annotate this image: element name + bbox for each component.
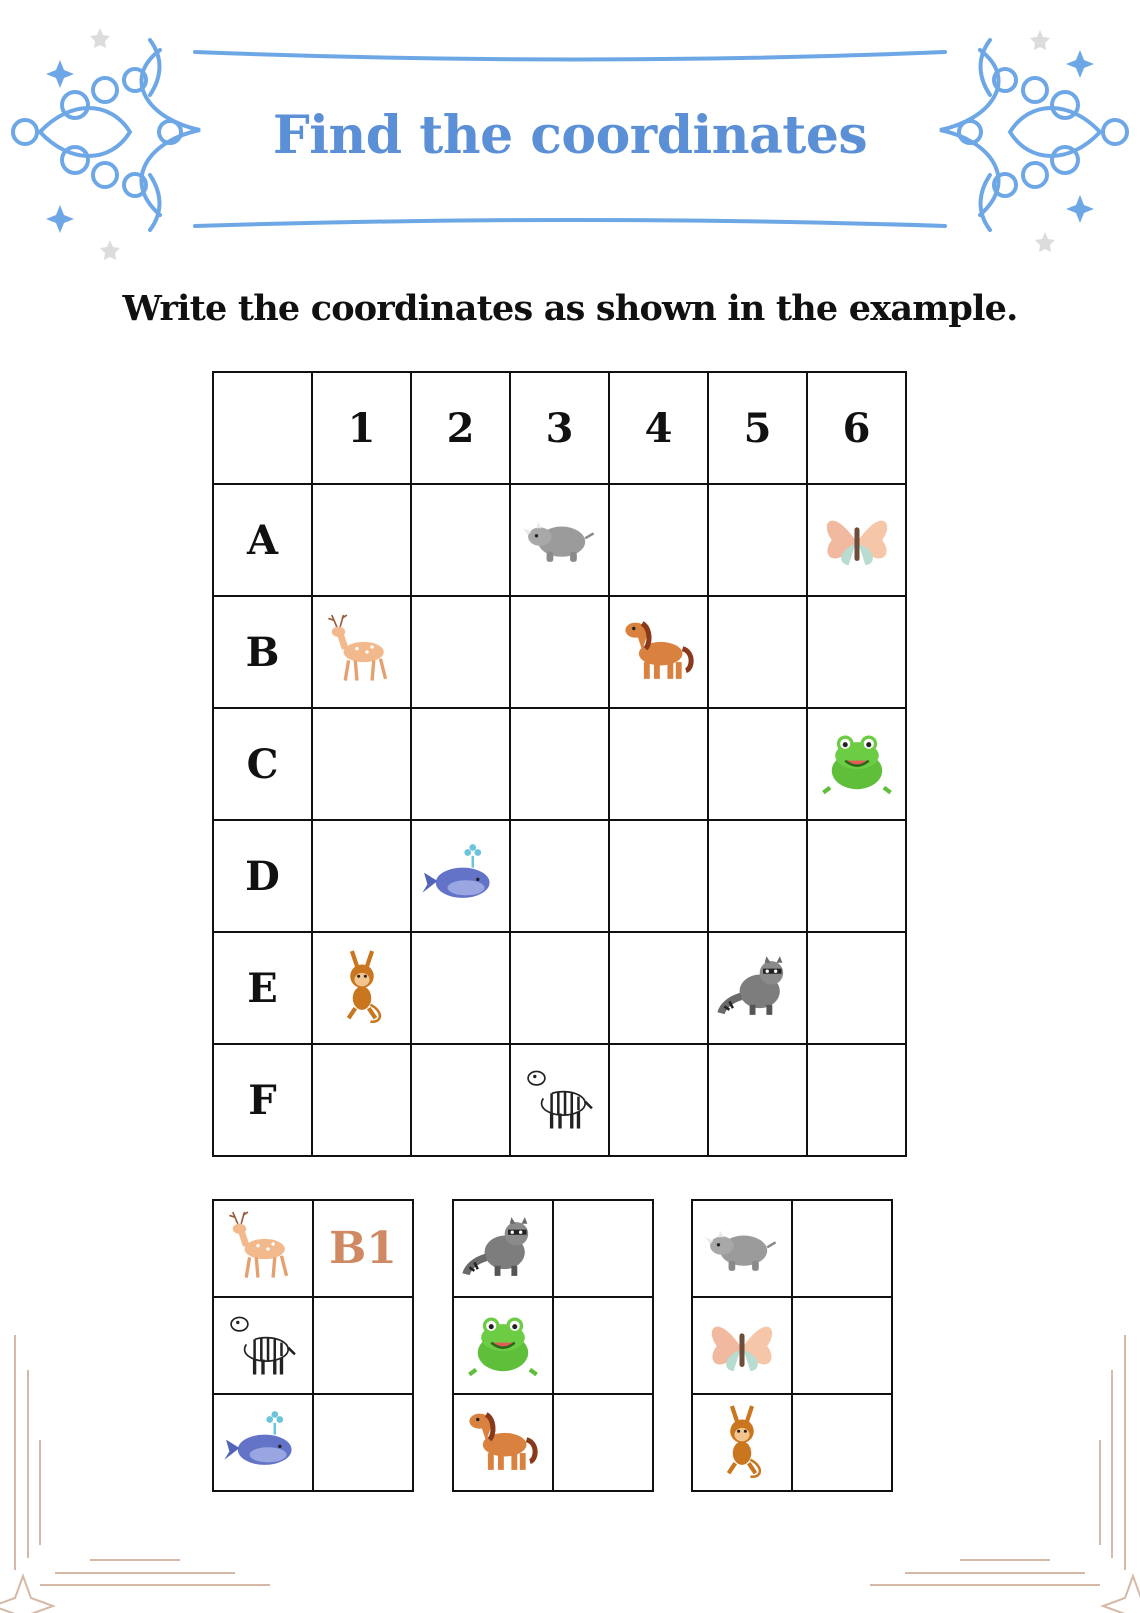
answer-blank[interactable] [313, 1297, 413, 1394]
grid-cell [609, 484, 708, 596]
deer-icon [320, 610, 404, 694]
grid-cell [411, 484, 510, 596]
grid-cell [411, 708, 510, 820]
grid-cell [312, 484, 411, 596]
row-header: D [213, 820, 312, 932]
column-header: 6 [807, 372, 906, 484]
grid-cell [609, 932, 708, 1044]
zebra-icon [518, 1058, 602, 1142]
monkey-icon [320, 946, 404, 1030]
answer-animal-cell [453, 1297, 553, 1394]
grid-cell [312, 596, 411, 708]
grid-cell [807, 1044, 906, 1156]
grid-cell [411, 1044, 510, 1156]
grid-cell [708, 596, 807, 708]
grid-cell [807, 596, 906, 708]
answer-animal-cell [692, 1297, 792, 1394]
grid-cell [411, 820, 510, 932]
grid-cell [510, 932, 609, 1044]
horse-icon [461, 1401, 545, 1485]
coordinate-grid [212, 371, 907, 1157]
column-header: 5 [708, 372, 807, 484]
grid-cell [708, 708, 807, 820]
bottom-left-corner-ornament [0, 1330, 280, 1613]
row-header: E [213, 932, 312, 1044]
corner-cell [213, 372, 312, 484]
answer-animal-cell [213, 1200, 313, 1297]
grid-cell [609, 820, 708, 932]
whale-icon [419, 834, 503, 918]
grid-cell [411, 596, 510, 708]
grid-cell [609, 1044, 708, 1156]
answer-animal-cell [692, 1200, 792, 1297]
grid-cell [708, 1044, 807, 1156]
grid-cell [807, 708, 906, 820]
grid-cell [510, 596, 609, 708]
grid-cell [510, 1044, 609, 1156]
row-header: B [213, 596, 312, 708]
column-header: 4 [609, 372, 708, 484]
deer-icon [221, 1207, 305, 1291]
answer-animal-cell [453, 1200, 553, 1297]
grid-cell [708, 484, 807, 596]
grid-cell [807, 484, 906, 596]
instruction-text: Write the coordinates as shown in the example. [122, 288, 1018, 329]
answer-blank[interactable] [553, 1200, 653, 1297]
butterfly-icon [700, 1304, 784, 1388]
grid-cell [609, 596, 708, 708]
grid-cell [312, 932, 411, 1044]
row-header: F [213, 1044, 312, 1156]
example-answer: B1 [313, 1200, 413, 1297]
column-header: 2 [411, 372, 510, 484]
raccoon-icon [461, 1207, 545, 1291]
bottom-right-corner-ornament [860, 1330, 1140, 1613]
answer-animal-cell [453, 1394, 553, 1491]
answer-blank[interactable] [792, 1200, 892, 1297]
answer-table [452, 1199, 654, 1492]
page-title: Find the coordinates [272, 105, 868, 166]
grid-cell [609, 708, 708, 820]
monkey-icon [700, 1401, 784, 1485]
frog-icon [461, 1304, 545, 1388]
rhino-icon [518, 498, 602, 582]
grid-cell [312, 1044, 411, 1156]
grid-cell [708, 932, 807, 1044]
grid-cell [312, 820, 411, 932]
row-header: A [213, 484, 312, 596]
answer-blank[interactable] [313, 1394, 413, 1491]
row-header: C [213, 708, 312, 820]
butterfly-icon [815, 498, 899, 582]
frog-icon [815, 722, 899, 806]
grid-cell [510, 708, 609, 820]
grid-cell [708, 820, 807, 932]
horse-icon [617, 610, 701, 694]
column-header: 3 [510, 372, 609, 484]
grid-cell [510, 820, 609, 932]
grid-cell [312, 708, 411, 820]
answer-animal-cell [692, 1394, 792, 1491]
grid-cell [807, 820, 906, 932]
grid-cell [411, 932, 510, 1044]
column-header: 1 [312, 372, 411, 484]
rhino-icon [700, 1207, 784, 1291]
raccoon-icon [716, 946, 800, 1030]
grid-cell [510, 484, 609, 596]
answer-blank[interactable] [553, 1297, 653, 1394]
grid-cell [807, 932, 906, 1044]
answer-blank[interactable] [553, 1394, 653, 1491]
